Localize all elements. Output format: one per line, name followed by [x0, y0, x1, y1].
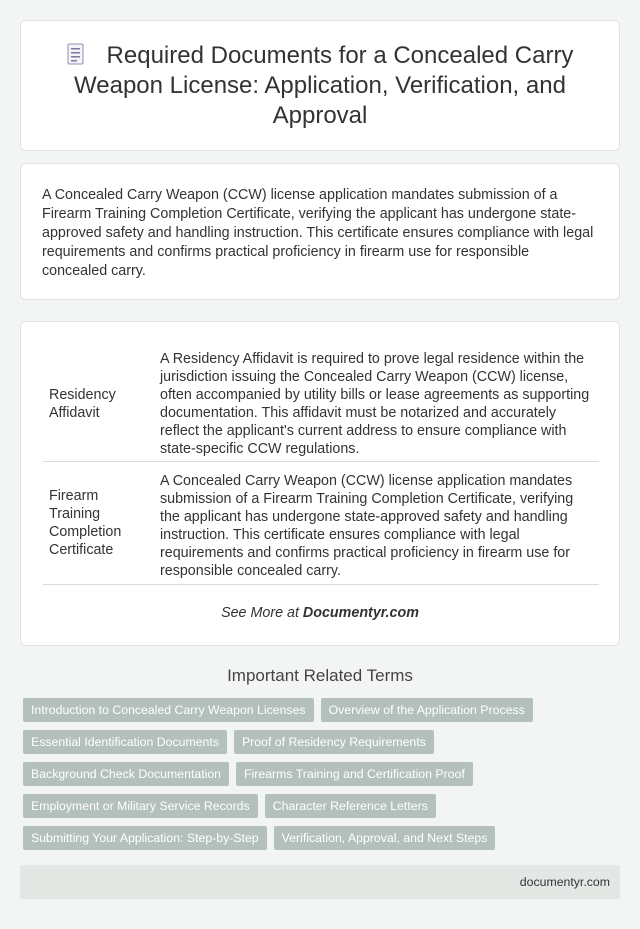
- related-term-tag[interactable]: Essential Identification Documents: [23, 730, 227, 754]
- tag-row: [23, 826, 623, 850]
- related-term-tag[interactable]: Submitting Your Application: Step-by-Step: [23, 826, 267, 850]
- related-term-tag[interactable]: Overview of the Application Process: [321, 698, 533, 722]
- page-title-text: Required Documents for a Concealed Carry Weapon License: Application, Verification, and Approval: [74, 41, 574, 129]
- term-cell: Firearm Training Completion Certificate: [43, 461, 154, 584]
- see-more-site[interactable]: Documentyr.com: [302, 605, 419, 621]
- definition-cell: A Residency Affidavit is required to prove legal residence within the jurisdiction issuing the Concealed Carry Weapon (CCW) license, often accompanied by utility bills or lease agreements as supporting documentation. This affidavit must be notarized and accurately reflect the applicant's current address to ensure compliance with state-specific CCW regulations.: [160, 350, 590, 457]
- term-cell: Residency Affidavit: [49, 386, 116, 421]
- related-term-tag[interactable]: Introduction to Concealed Carry Weapon Licenses: [23, 698, 314, 722]
- tag-row: [23, 762, 623, 786]
- related-term-tag[interactable]: Employment or Military Service Records: [23, 794, 258, 818]
- page-title: [51, 41, 589, 131]
- related-term-tag[interactable]: Verification, Approval, and Next Steps: [274, 826, 496, 850]
- tag-row: [23, 794, 623, 818]
- table-row: [43, 349, 599, 461]
- related-term-tag[interactable]: Background Check Documentation: [23, 762, 229, 786]
- documents-table: [43, 349, 599, 585]
- related-term-tag[interactable]: Character Reference Letters: [265, 794, 436, 818]
- definition-cell: A Concealed Carry Weapon (CCW) license application mandates submission of a Firearm Training Completion Certificate, verifying the applicant has undergone state-approved safety and handling instruction. This certificate ensures compliance with legal requirements and confirms practical proficiency in firearm use for responsible concealed carry.: [154, 461, 599, 584]
- intro-text: A Concealed Carry Weapon (CCW) license application mandates submission of a Firearm Training Completion Certificate, verifying the applicant has undergone state-approved safety and handling instruction. This certificate ensures compliance with legal requirements and confirms practical proficiency in firearm use for responsible concealed carry.: [42, 187, 594, 279]
- footer: [20, 865, 620, 899]
- see-more-link[interactable]: [21, 605, 619, 621]
- related-terms-heading: Important Related Terms: [227, 666, 413, 685]
- related-term-tag[interactable]: Firearms Training and Certification Proof: [236, 762, 473, 786]
- tag-row: [23, 698, 623, 722]
- tag-row: [23, 730, 623, 754]
- title-card: [20, 20, 620, 151]
- related-term-tag[interactable]: Proof of Residency Requirements: [234, 730, 434, 754]
- related-terms-tags: [23, 698, 623, 858]
- table-row: [43, 461, 599, 584]
- document-icon: [67, 43, 85, 65]
- documents-table-card: [20, 321, 620, 646]
- intro-card: [20, 163, 620, 300]
- see-more-prefix: See More at: [221, 605, 303, 621]
- footer-site-link[interactable]: documentyr.com: [519, 875, 610, 889]
